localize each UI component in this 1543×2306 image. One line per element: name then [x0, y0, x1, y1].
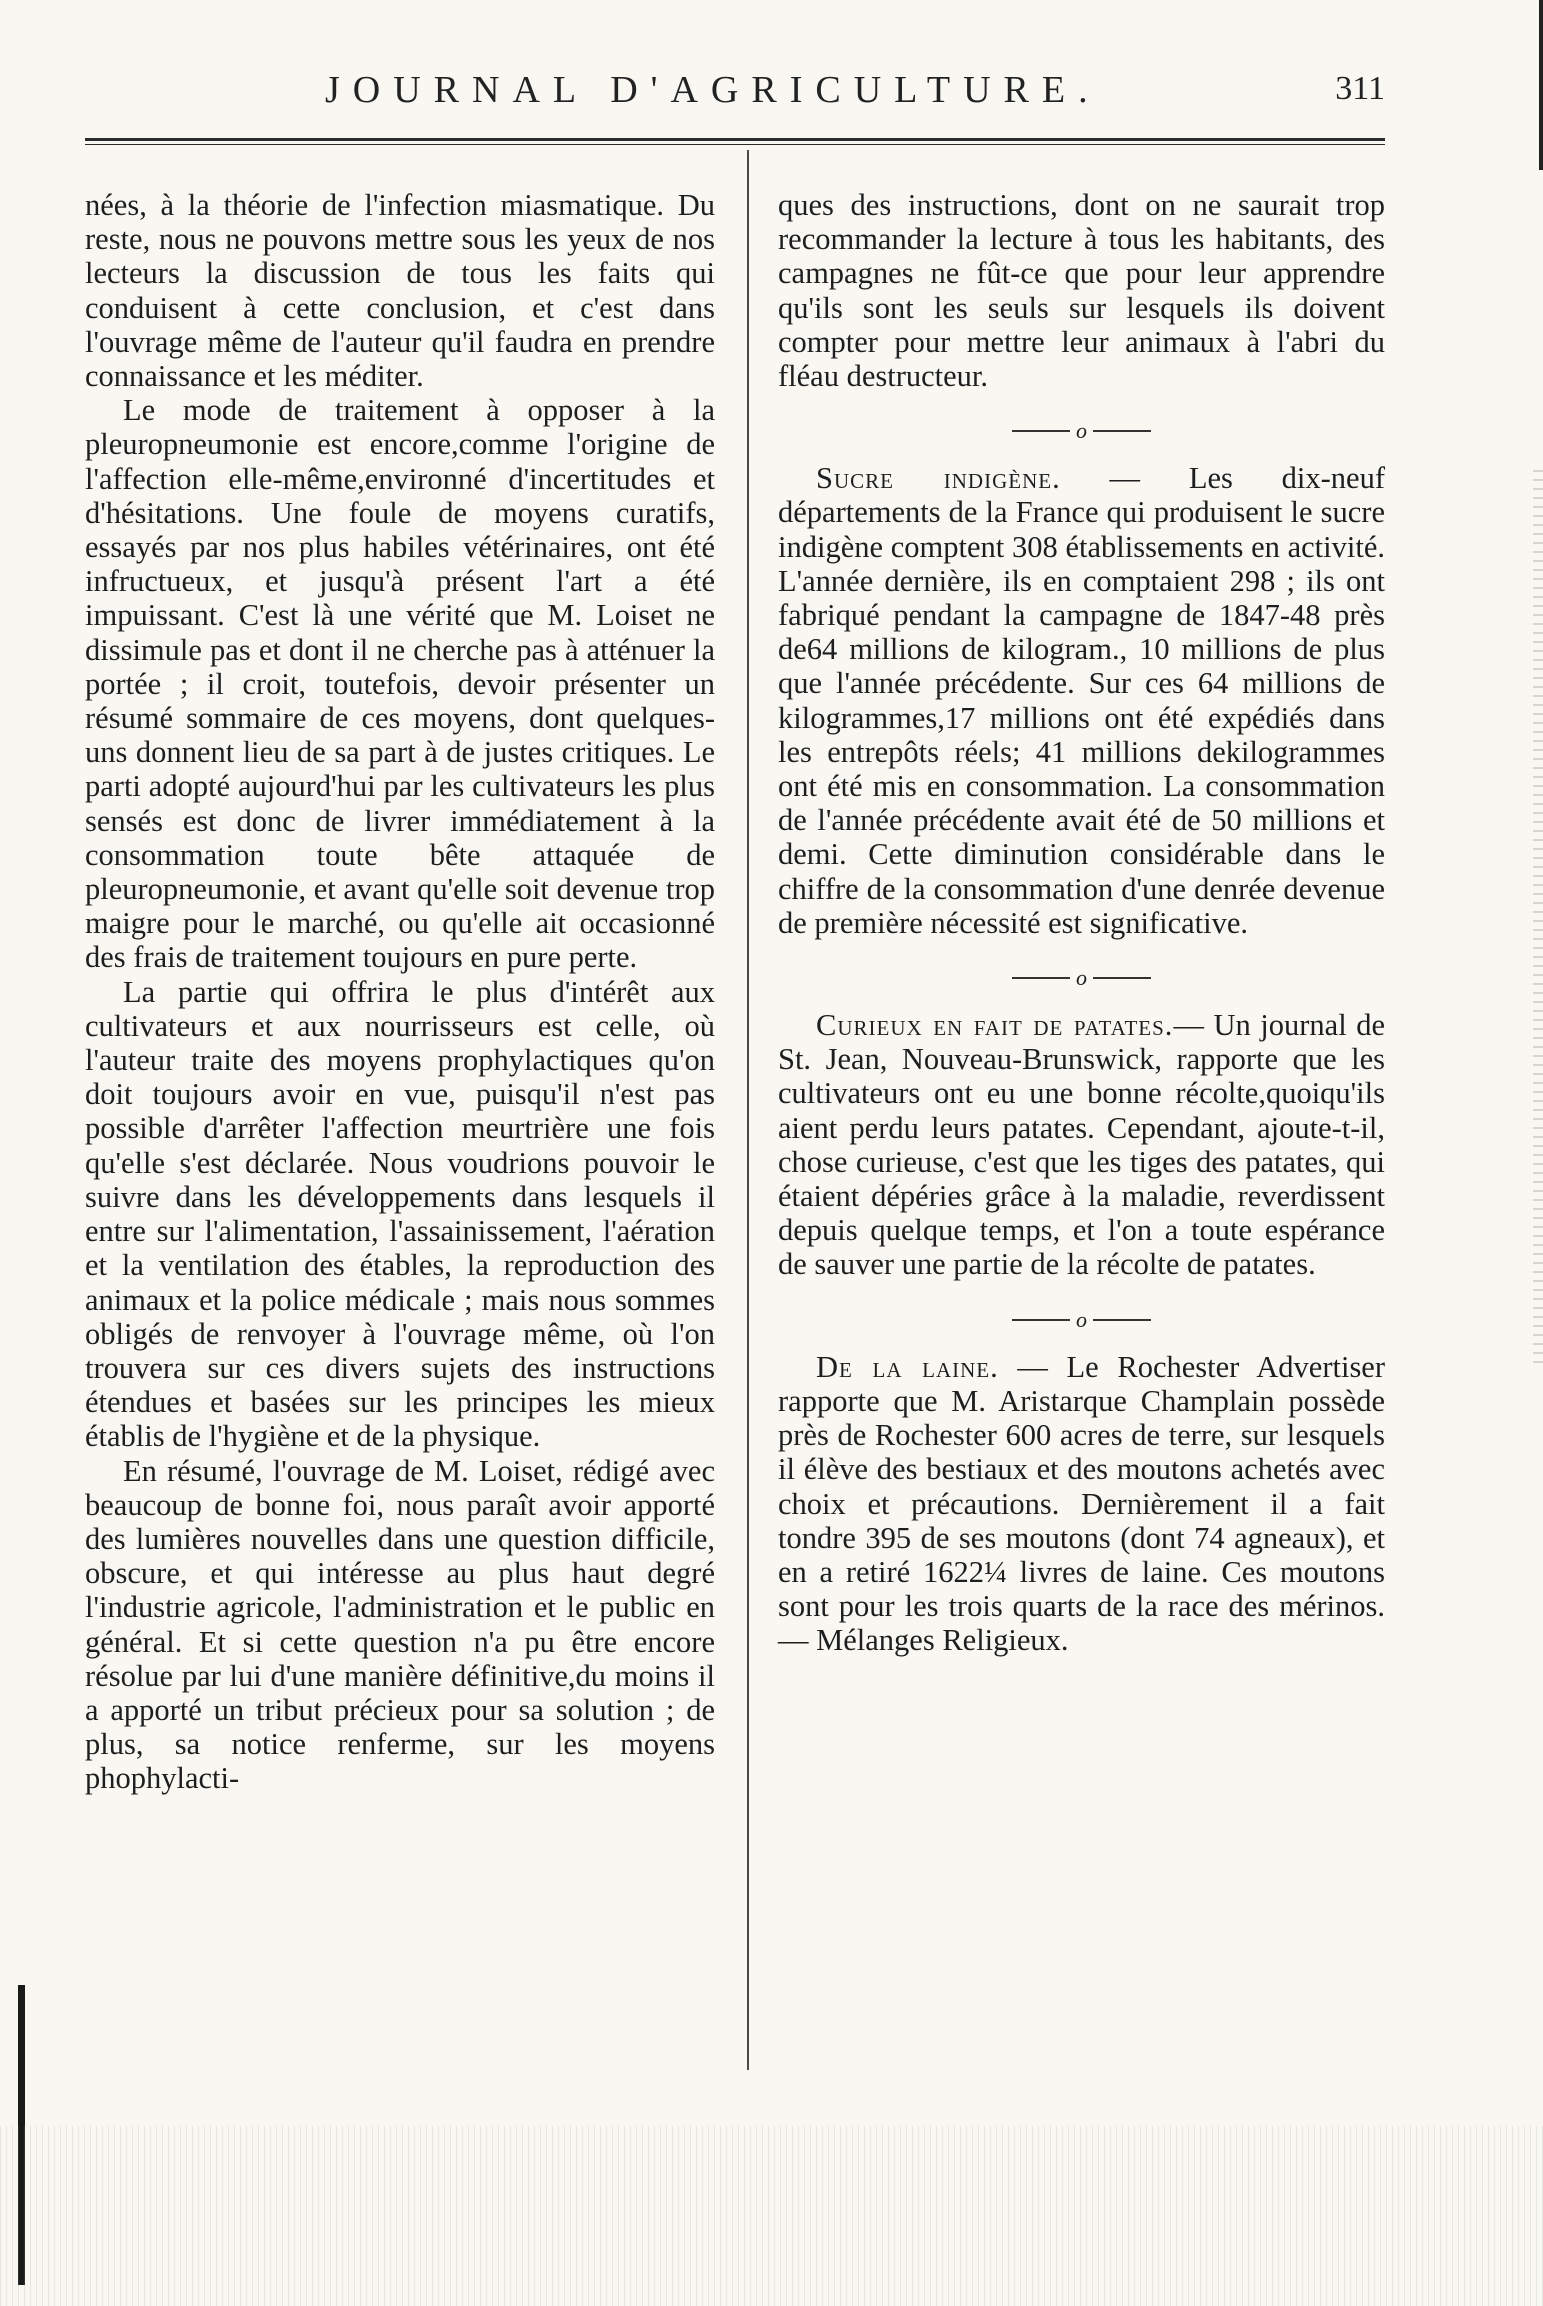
item-title: De la laine. [816, 1349, 999, 1384]
item-body: — Les dix-neuf départements de la France qui produisent le sucre indigène comptent 308 établissements en activité. L'année dernière, ils en comptaient 298 ; ils ont fabriqué pendant la campagne de 1847-48 près de64 millions de kilogram., 10 millions de plus que l'année précédente. Sur ces 64 millions de kilogrammes,17 millions ont été expédiés dans les entrepôts réels; 41 millions dekilogrammes ont été mis en consommation. La consommation de l'année précédente avait été de 50 millions et demi. Cette diminution considérable dans le chiffre de la consommation d'une denrée devenue de première nécessité est significative. [778, 461, 1385, 940]
separator-line [1012, 977, 1070, 979]
section-separator [778, 1294, 1385, 1340]
news-item-sucre [778, 461, 1385, 940]
separator-line [1093, 430, 1151, 432]
paragraph: ques des instructions, dont on ne saurait trop recommander la lecture à tous les habitants, des campagnes ne fût-ce que pour leur apprendre qu'ils sont les seuls sur lesquels ils doivent compter pour mettre leur animaux à l'abri du fléau destructeur. [778, 188, 1385, 394]
separator-mark: o [1076, 418, 1087, 444]
item-title: Sucre indigène. [816, 461, 1061, 496]
journal-title: JOURNAL D'AGRICULTURE. [325, 69, 1101, 111]
separator-line [1012, 430, 1070, 432]
item-body: — Le Rochester Advertiser rapporte que M. Aristarque Champlain possède près de Rochester 600 acres de terre, sur lesquels il élève des bestiaux et des moutons achetés avec choix et précautions. Dernièrement il a fait tondre 395 de ses moutons (dont 74 agneaux), et en a retiré 1622¼ livres de laine. Ces moutons sont pour les trois quarts de la race des mérinos. — Mélanges Religieux. [778, 1349, 1386, 1658]
scan-edge-noise [1533, 470, 1543, 1370]
paragraph: Le mode de traitement à opposer à la pleuropneumonie est encore,comme l'origine de l'affection elle-même,environné d'incertitudes et d'hésitations. Une foule de moyens curatifs, essayés par nos plus habiles vétérinaires, ont été infructueux, et jusqu'à présent l'art a été impuissant. C'est là une vérité que M. Loiset ne dissimule pas et dont il ne cherche pas à atténuer la portée ; il croit, toutefois, devoir présenter un résumé sommaire de ces moyens, dont quelques-uns donnent lieu de sa part à de justes critiques. Le parti adopté aujourd'hui par les cultivateurs les plus sensés est donc de livrer immédiatement à la consommation toute bête attaquée de pleuropneumonie, et avant qu'elle soit devenue trop maigre pour le marché, ou qu'elle ait occasionné des frais de traitement toujours en pure perte. [85, 393, 715, 975]
item-title: Curieux en fait de patates. [816, 1008, 1174, 1043]
page-number: 311 [1335, 70, 1385, 107]
header-double-rule [85, 138, 1385, 145]
column-divider [747, 150, 749, 2070]
scan-bottom-noise [0, 2126, 1543, 2306]
separator-line [1093, 1319, 1151, 1321]
right-column [778, 188, 1385, 1658]
paragraph: nées, à la théorie de l'infection miasmatique. Du reste, nous ne pouvons mettre sous les yeux de nos lecteurs la discussion de tous les faits qui conduisent à cette conclusion, et c'est dans l'ouvrage même de l'auteur qu'il faudra en prendre connaissance et les méditer. [85, 188, 715, 394]
scan-edge-mark [1539, 0, 1543, 170]
item-body: — Un journal de St. Jean, Nouveau-Brunswick, rapporte que les cultivateurs ont eu une bonne récolte,quoiqu'ils aient perdu leurs patates. Cependant, ajoute-t-il, chose curieuse, c'est que les tiges des patates, qui étaient dépéries grâce à la maladie, reverdissent depuis quelque temps, et l'on a toute espérance de sauver une partie de la récolte de patates. [778, 1008, 1385, 1282]
separator-line [1012, 1319, 1070, 1321]
section-separator [778, 952, 1385, 998]
news-item-patates [778, 1008, 1385, 1282]
separator-mark: o [1076, 965, 1087, 991]
paragraph: En résumé, l'ouvrage de M. Loiset, rédigé avec beaucoup de bonne foi, nous paraît avoir apporté des lumières nouvelles dans une question difficile, obscure, et qui intéresse au plus haut degré l'industrie agricole, l'administration et le public en général. Et si cette question n'a pu être encore résolue par lui d'une manière définitive,du moins il a apporté un tribut précieux pour sa solution ; de plus, sa notice renferme, sur les moyens phophylacti- [85, 1453, 715, 1796]
separator-line [1093, 977, 1151, 979]
news-item-laine [778, 1350, 1385, 1658]
section-separator [778, 405, 1385, 451]
left-column [85, 188, 715, 1796]
separator-mark: o [1076, 1306, 1087, 1332]
running-header [95, 62, 1385, 122]
paragraph: La partie qui offrira le plus d'intérêt aux cultivateurs et aux nourrisseurs est celle, où l'auteur traite des moyens prophylactiques qu'on doit toujours avoir en vue, puisqu'il n'est pas possible d'arrêter l'affection meurtrière une fois qu'elle s'est déclarée. Nous voudrions pouvoir le suivre dans les développements dans lesquels il entre sur l'alimentation, l'assainissement, l'aération et la ventilation des étables, la reproduction des animaux et la police médicale ; mais nous sommes obligés de renvoyer à l'ouvrage même, où l'on trouvera sur ces divers sujets des instructions étendues et basées sur les principes les mieux établis de l'hygiène et de la physique. [85, 974, 715, 1454]
